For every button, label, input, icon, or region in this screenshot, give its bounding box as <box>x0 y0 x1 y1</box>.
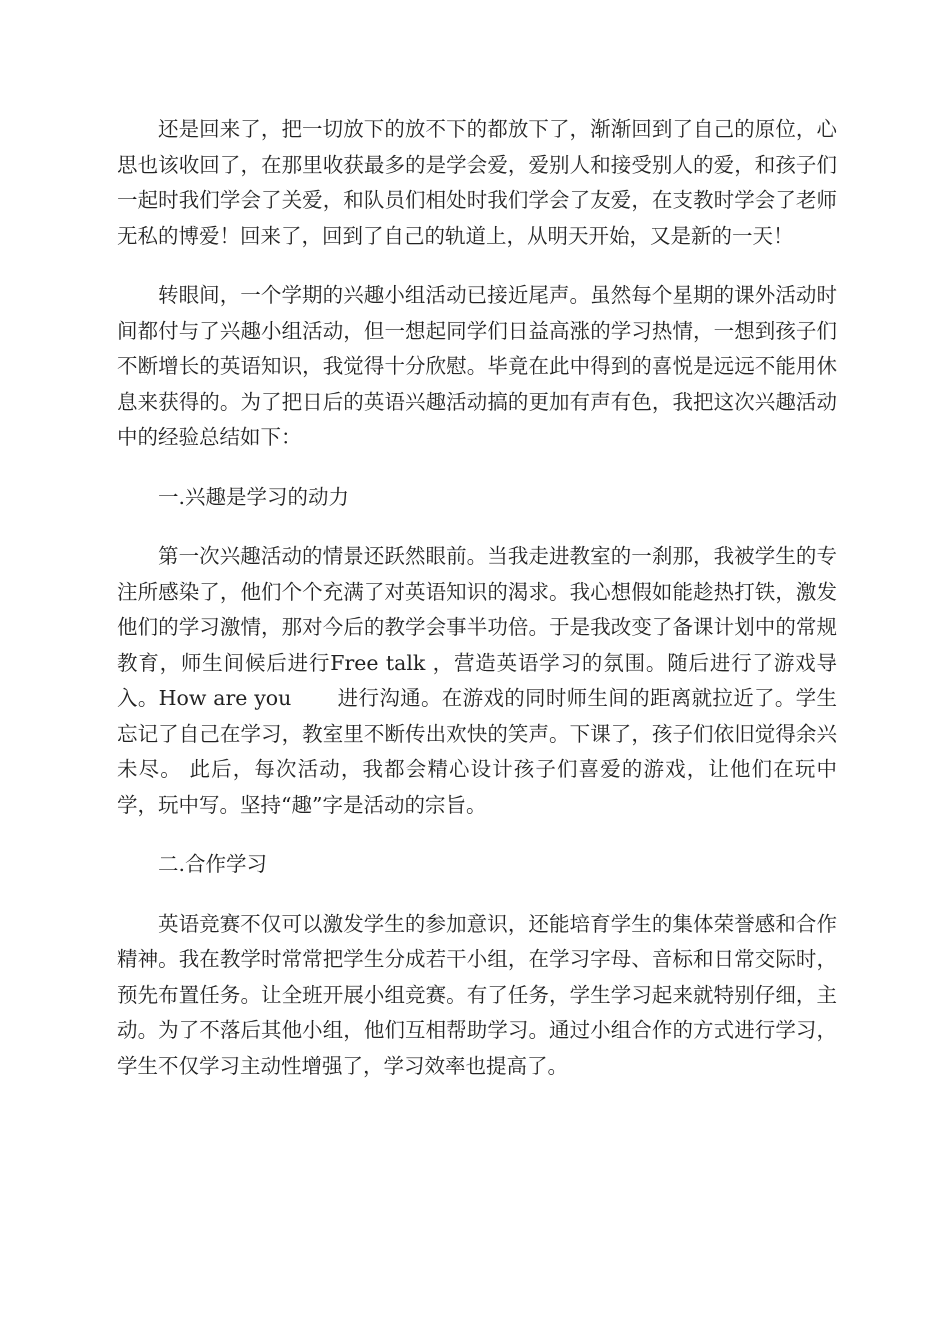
section-body-interest-part2: 进行沟通。在游戏的同时师生间的距离就拉近了。学生忘记了自己在学习，教室里不断传出欢快的笑声。下课了，孩子们依旧觉得余兴未尽。 此后，每次活动，我都会精心设计孩子们喜爱的游戏，让他们在玩中学，玩中写。坚持“趣”字是活动的宗旨。 <box>117 686 837 817</box>
document-page <box>117 112 837 1108</box>
section-heading-interest: 一.兴趣是学习的动力 <box>158 484 350 509</box>
paragraph-return: 还是回来了，把一切放下的放不下的都放下了，渐渐回到了自己的原位，心思也该收回了，在那里收获最多的是学会爱，爱别人和接受别人的爱，和孩子们一起时我们学会了关爱，和队员们相处时我们学会了友爱，在支教时学会了老师无私的博爱！回来了，回到了自己的轨道上，从明天开始，又是新的一天！ <box>117 117 837 248</box>
section-heading-cooperation: 二.合作学习 <box>158 852 268 876</box>
section-body-interest <box>117 539 837 823</box>
paragraph-intro: 转眼间，一个学期的兴趣小组活动已接近尾声。虽然每个星期的课外活动时间都付与了兴趣小组活动，但一想起同学们日益高涨的学习热情，一想到孩子们不断增长的英语知识，我觉得十分欣慰。毕竟在此中得到的喜悦是远远不能用休息来获得的。为了把日后的英语兴趣活动搞的更加有声有色，我把这次兴趣活动中的经验总结如下： <box>117 283 837 449</box>
section-body-interest-part1: 第一次兴趣活动的情景还跃然眼前。当我走进教室的一刹那，我被学生的专注所感染了，他们个个充满了对英语知识的渴求。我心想假如能趁热打铁，激发他们的学习激情，那对今后的教学会事半功倍。于是我改变了备课计划中的常规教育，师生间候后进行Free talk ，营造英语学习的氛围。随后进行了游戏导入。How are you <box>117 544 837 710</box>
section-body-cooperation: 英语竞赛不仅可以激发学生的参加意识，还能培育学生的集体荣誉感和合作精神。我在教学时常常把学生分成若干小组，在学习字母、音标和日常交际时，预先布置任务。让全班开展小组竞赛。有了任务，学生学习起来就特别仔细，主动。为了不落后其他小组，他们互相帮助学习。通过小组合作的方式进行学习，学生不仅学习主动性增强了，学习效率也提高了。 <box>117 911 837 1078</box>
